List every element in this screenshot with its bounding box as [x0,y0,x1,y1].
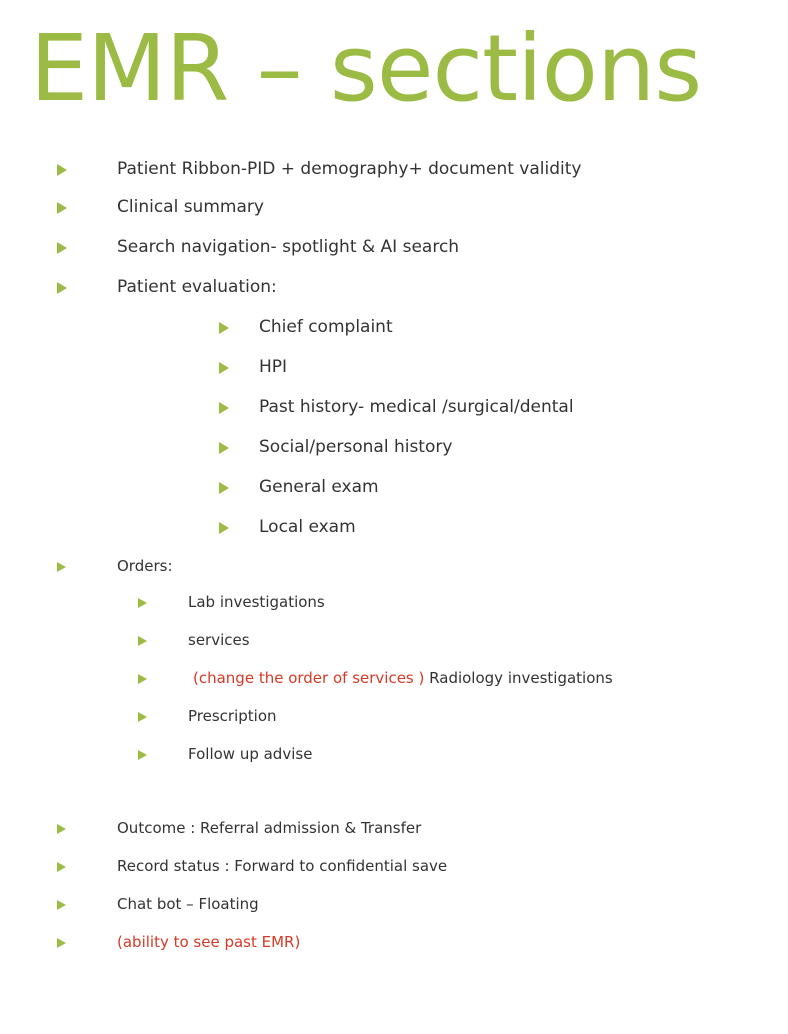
sub-item-label: General exam [259,477,379,497]
triangle-bullet-icon [219,482,229,494]
item-label: Patient evaluation: [117,277,277,297]
triangle-bullet-icon [219,322,229,334]
triangle-bullet-icon [138,636,147,646]
order-item-text: Radiology investigations [429,669,613,687]
change-note: (change the order of services ) [193,669,425,687]
triangle-bullet-icon [219,442,229,454]
order-item-label: Lab investigations [188,593,325,611]
triangle-bullet-icon [57,562,66,572]
triangle-bullet-icon [57,862,66,872]
triangle-bullet-icon [57,282,67,294]
sub-item-label: Chief complaint [259,317,393,337]
orders-label: Orders: [117,557,173,575]
order-item-label [193,669,613,687]
triangle-bullet-icon [138,712,147,722]
order-item-label: Follow up advise [188,745,313,763]
item-label: Outcome : Referral admission & Transfer [117,819,422,837]
sub-item-label: HPI [259,357,288,377]
triangle-bullet-icon [57,242,67,254]
triangle-bullet-icon [138,598,147,608]
item-label: Clinical summary [117,197,264,217]
item-label: Patient Ribbon-PID + demography+ document validity [117,159,582,179]
triangle-bullet-icon [57,202,67,214]
triangle-bullet-icon [219,362,229,374]
item-label: (ability to see past EMR) [117,933,301,951]
triangle-bullet-icon [57,900,66,910]
triangle-bullet-icon [138,674,147,684]
order-item-label: Prescription [188,707,277,725]
order-item-label: services [188,631,250,649]
item-label: Chat bot – Floating [117,895,259,913]
item-label: Search navigation- spotlight & AI search [117,237,460,257]
sub-item-label: Local exam [259,517,356,537]
triangle-bullet-icon [219,522,229,534]
triangle-bullet-icon [219,402,229,414]
triangle-bullet-icon [57,164,67,176]
sub-item-label: Social/personal history [259,437,453,457]
page-title: EMR – sections [30,15,702,122]
triangle-bullet-icon [57,824,66,834]
item-label: Record status : Forward to confidential save [117,857,448,875]
sub-item-label: Past history- medical /surgical/dental [259,397,574,417]
triangle-bullet-icon [138,750,147,760]
triangle-bullet-icon [57,938,66,948]
